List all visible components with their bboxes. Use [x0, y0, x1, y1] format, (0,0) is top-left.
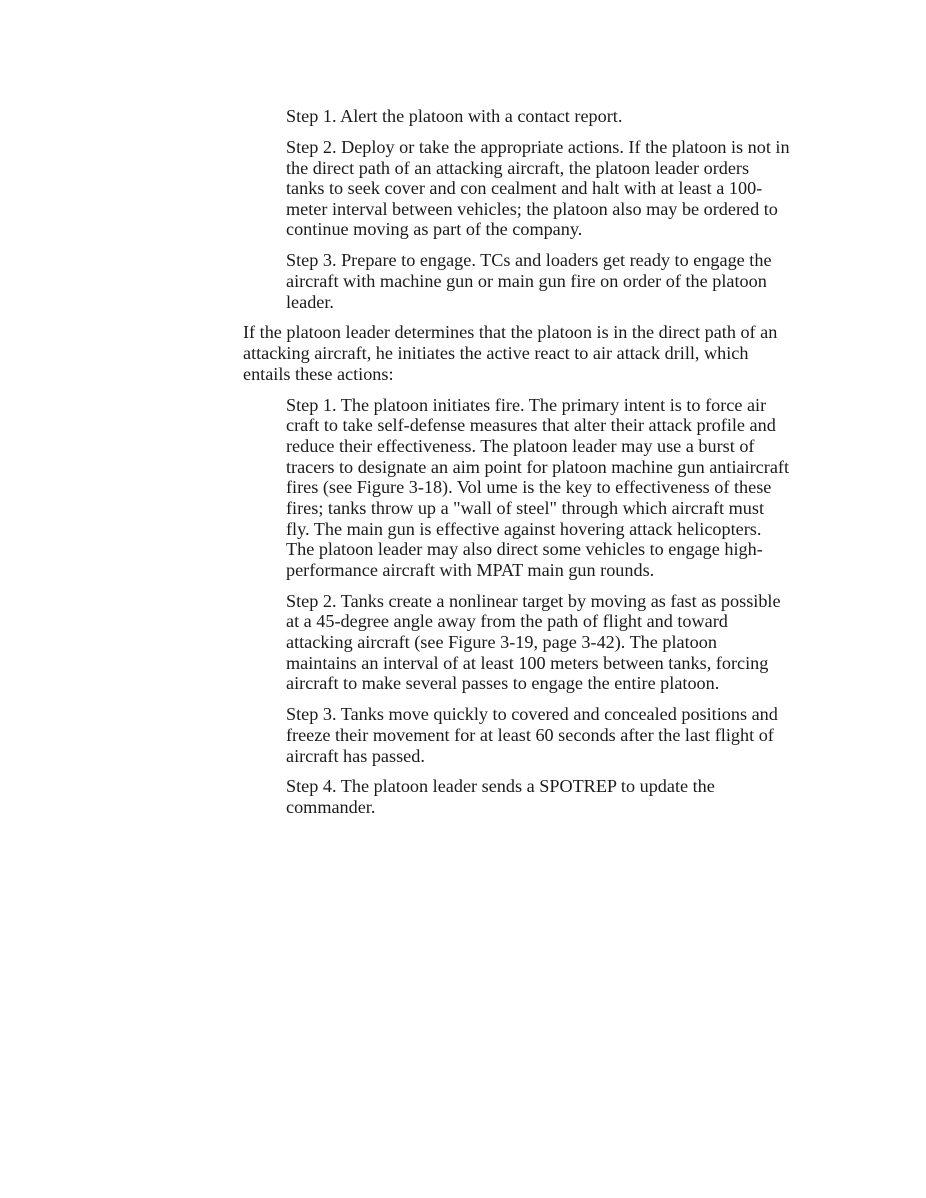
paragraph-line: Step 3. Prepare to engage. TCs and loaders get ready to engage the	[286, 250, 772, 271]
paragraph	[243, 322, 803, 384]
paragraph-line: attacking aircraft (see Figure 3-19, page 3-42). The platoon	[286, 632, 717, 653]
paragraph-line: craft to take self-defense measures that alter their attack profile and	[286, 415, 776, 436]
paragraph	[286, 591, 802, 694]
paragraph-line: at a 45-degree angle away from the path of flight and toward	[286, 611, 728, 632]
paragraph-line: reduce their effectiveness. The platoon leader may use a burst of	[286, 435, 755, 456]
paragraph-line: Step 4. The platoon leader sends a SPOTREP to update the	[286, 776, 715, 797]
paragraph-line: fly. The main gun is effective against hovering attack helicopters.	[286, 518, 762, 539]
paragraph-line: commander.	[286, 797, 376, 817]
paragraph-line: The platoon leader may also direct some vehicles to engage high-	[286, 539, 763, 560]
paragraph-line: Step 1. Alert the platoon with a contact report.	[286, 106, 623, 126]
paragraph-line: freeze their movement for at least 60 seconds after the last flight of	[286, 724, 774, 745]
paragraph	[286, 395, 802, 581]
paragraph	[286, 250, 802, 312]
paragraph-line: continue moving as part of the company.	[286, 219, 583, 240]
paragraph-line: aircraft with machine gun or main gun fire on order of the platoon	[286, 270, 767, 291]
paragraph-line: attacking aircraft, he initiates the active react to air attack drill, which	[243, 343, 749, 364]
paragraph-line: fires; tanks throw up a "wall of steel" through which aircraft must	[286, 497, 764, 518]
paragraph-line: If the platoon leader determines that the platoon is in the direct path of an	[243, 322, 778, 343]
document-body	[0, 106, 926, 828]
paragraph-line: Step 3. Tanks move quickly to covered and concealed positions and	[286, 704, 778, 725]
paragraph-line: meter interval between vehicles; the platoon also may be ordered to	[286, 198, 778, 219]
paragraph-line: aircraft has passed.	[286, 745, 425, 766]
paragraph	[286, 106, 802, 127]
paragraph-line: entails these actions:	[243, 363, 394, 384]
paragraph-line: fires (see Figure 3-18). Vol ume is the key to effectiveness of these	[286, 477, 772, 498]
paragraph-line: tracers to designate an aim point for platoon machine gun antiaircraft	[286, 456, 789, 477]
paragraph-line: Step 2. Tanks create a nonlinear target by moving as fast as possible	[286, 590, 781, 611]
paragraph-line: Step 1. The platoon initiates fire. The primary intent is to force air	[286, 394, 767, 415]
paragraph-line: leader.	[286, 291, 334, 312]
paragraph-line: tanks to seek cover and con cealment and halt with at least a 100-	[286, 178, 763, 199]
paragraph	[286, 137, 802, 240]
paragraph-line: Step 2. Deploy or take the appropriate actions. If the platoon is not in	[286, 136, 790, 157]
paragraph	[286, 704, 802, 766]
paragraph-line: maintains an interval of at least 100 meters between tanks, forcing	[286, 652, 769, 673]
paragraph	[286, 776, 802, 817]
paragraph-line: the direct path of an attacking aircraft, the platoon leader orders	[286, 157, 750, 178]
paragraph-line: performance aircraft with MPAT main gun rounds.	[286, 559, 655, 580]
paragraph-line: aircraft to make several passes to engage the entire platoon.	[286, 673, 720, 694]
